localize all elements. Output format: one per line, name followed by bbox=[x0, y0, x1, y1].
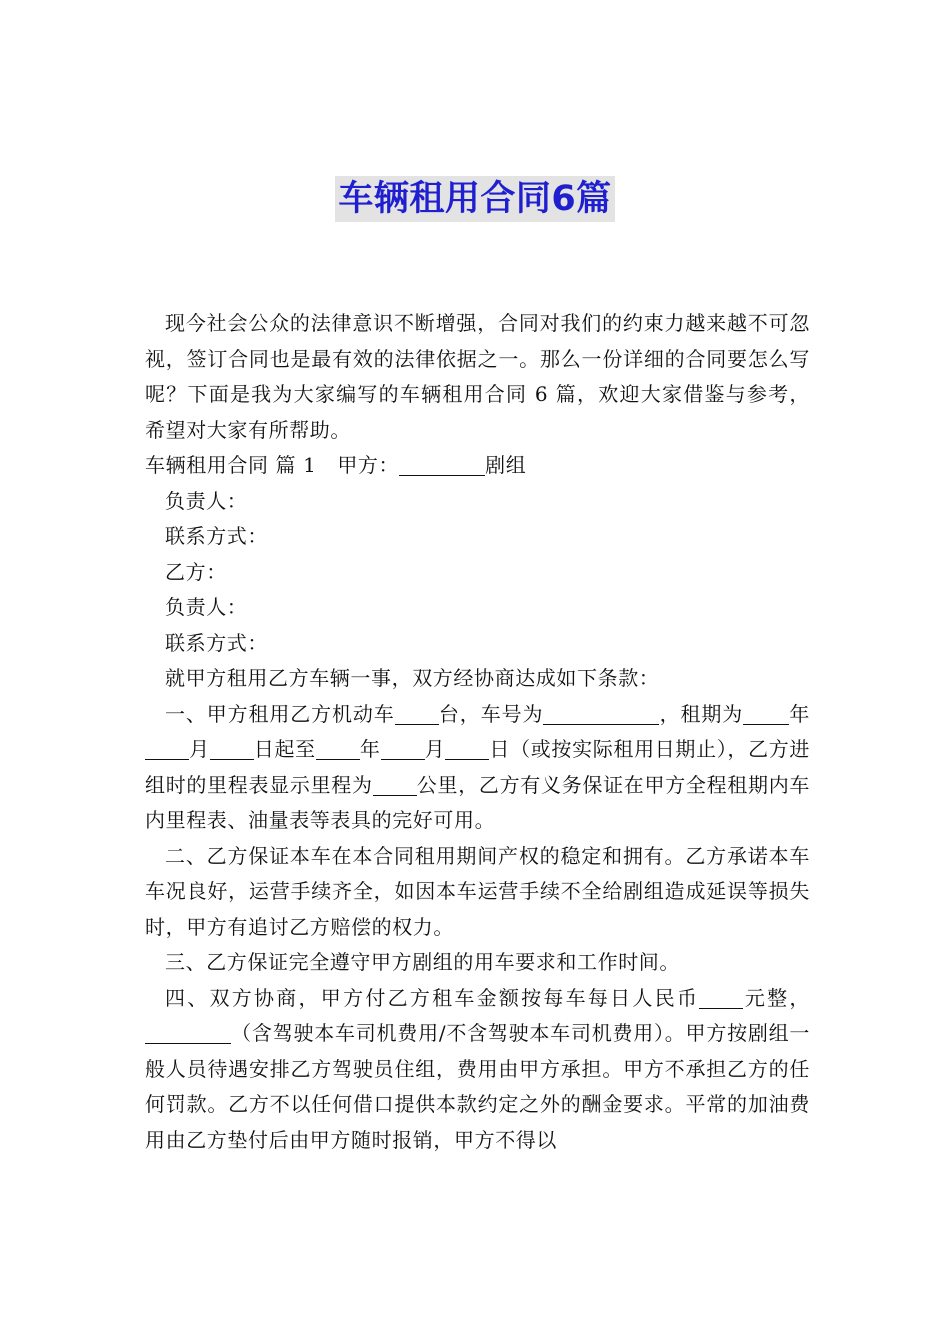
blank bbox=[145, 737, 189, 760]
clause-1-text: 日起至 bbox=[253, 737, 316, 761]
clause-4 bbox=[145, 981, 810, 1159]
clause-4-text: （含驾驶本车司机费用/不含驾驶本车司机费用）。甲方按剧组一般人员待遇安排乙方驾驶员住组，费用由甲方承担。甲方不承担乙方的任何罚款。乙方不以任何借口提供本款约定之外的酬金要求。平常的加油费用由乙方垫付后由甲方随时报销，甲方不得以 bbox=[145, 1021, 810, 1152]
preamble: 就甲方租用乙方车辆一事，双方经协商达成如下条款： bbox=[165, 666, 660, 690]
blank bbox=[445, 737, 489, 760]
title-area bbox=[0, 176, 950, 222]
blank bbox=[543, 702, 659, 725]
contract-heading: 车辆租用合同 篇 1 bbox=[145, 453, 317, 477]
clause-3: 三、乙方保证完全遵守甲方剧组的用车要求和工作时间。 bbox=[165, 950, 680, 974]
party-b-label: 乙方： bbox=[165, 559, 227, 584]
clause-1 bbox=[145, 697, 810, 839]
blank bbox=[699, 986, 743, 1009]
clause-1-text: 日（或按实际租用日期止），乙方进组时的里程表显示里程为 bbox=[145, 737, 811, 797]
blank bbox=[316, 737, 360, 760]
party-a-contact: 联系方式： bbox=[165, 524, 268, 548]
clause-2: 二、乙方保证本车在本合同租用期间产权的稳定和拥有。乙方承诺本车车况良好，运营手续齐全，如因本车运营手续不全给剧组造成延误等损失时，甲方有追讨乙方赔偿的权力。 bbox=[145, 843, 810, 939]
clause-4-text: 元整， bbox=[743, 985, 810, 1010]
document-title: 车辆租用合同6篇 bbox=[335, 176, 614, 222]
blank bbox=[743, 702, 789, 725]
clause-4-text: 四、双方协商，甲方付乙方租车金额按每车每日人民币 bbox=[165, 985, 700, 1010]
clause-1-text: 公里，乙方有义务保证在甲方全程租期内车内里程表、油量表等表具的完好可用。 bbox=[145, 772, 810, 832]
document-body bbox=[145, 306, 810, 1158]
clause-1-text: 年 bbox=[789, 701, 811, 726]
clause-1-text: 年 bbox=[359, 737, 381, 761]
clause-1-text: ，租期为 bbox=[659, 701, 744, 726]
blank bbox=[373, 773, 417, 796]
clause-1-text: 月 bbox=[189, 737, 210, 761]
blank bbox=[381, 737, 425, 760]
party-a-person: 负责人： bbox=[165, 488, 248, 513]
clause-1-text: 台，车号为 bbox=[438, 701, 544, 726]
blank bbox=[145, 1021, 231, 1044]
blank bbox=[210, 737, 254, 760]
party-b-contact: 联系方式： bbox=[165, 630, 268, 655]
party-b-person: 负责人： bbox=[165, 595, 248, 619]
intro-paragraph: 现今社会公众的法律意识不断增强，合同对我们的约束力越来越不可忽视，签订合同也是最有效的法律依据之一。那么一份详细的合同要怎么写呢？下面是我为大家编写的车辆租用合同 6 篇，欢迎大家借鉴与参考，希望对大家有所帮助。 bbox=[145, 311, 810, 442]
party-a-suffix: 剧组 bbox=[485, 453, 527, 477]
clause-1-text: 一、甲方租用乙方机动车 bbox=[165, 701, 395, 726]
clause-1-text: 月 bbox=[424, 737, 446, 761]
party-a-label: 甲方： bbox=[337, 453, 400, 477]
party-a-blank bbox=[399, 453, 485, 476]
blank bbox=[395, 702, 439, 725]
contract-heading-line bbox=[145, 448, 810, 484]
